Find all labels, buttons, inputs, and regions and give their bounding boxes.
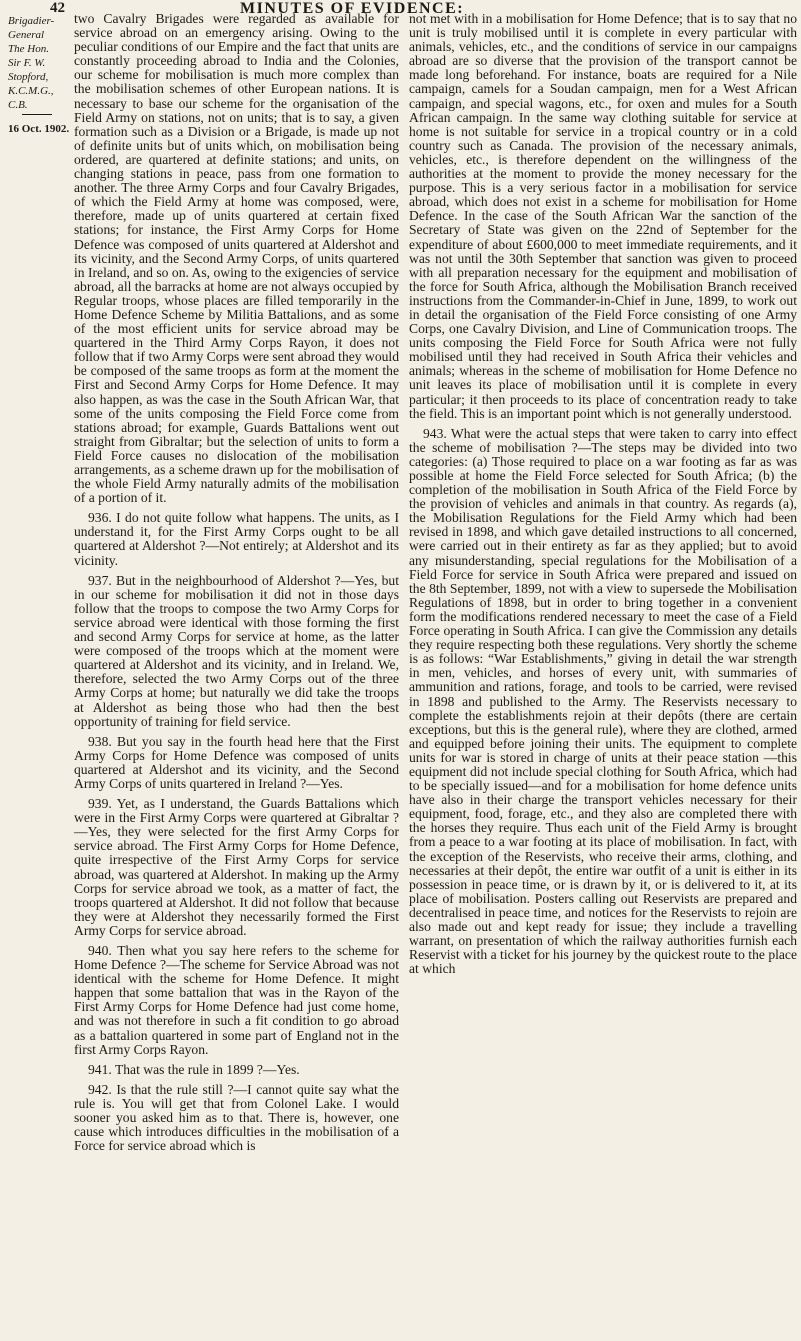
- page-number: 42: [50, 0, 65, 16]
- right-column: [409, 12, 797, 982]
- witness-name-line-4: Sir F. W.: [8, 57, 46, 69]
- paragraph: 943. What were the actual steps that were taken to carry into effect the scheme of mobilisation ?—The steps may be divided into two categories: (a) Those required to place on a war footing as far as was possible at home the Field Force selected for South Africa; (b) the completion of the mobilisation in South Africa of the Field Force by the provision of vehicles and animals in that country. As regards (a), the Mobilisation Regulations for the Field Army which had been revised in 1898, and which gave detailed instructions to all concerned, were carried out in their entirety as far as they applied; but to avoid any misunderstanding, special regulations for the Mobilisation of a Field Force for service in South Africa were prepared and issued on the 8th September, 1899, not with a view to supersede the Mobilisation Regulations of 1898, but in order to bring together in a convenient form the modifications rendered necessary to meet the case of a Field Force operating in South Africa. I can give the Commission any details they require respecting both these regulations. Very shortly the scheme is as follows: “War Establishments,” giving in detail the war strength in men, vehicles, and horses of every unit, with summaries of ammunition and rations, forage, and tools to be carried, were revised in 1898 and published to the Army. The Reservists necessary to complete the establishments rejoin at their depôts (there are certain exceptions, but this is the general rule), where they are clothed, armed and equipped before joining their units. The equipment to complete units for war is stored in charge of units at their peace station —this equipment did not include special clothing for South Africa, which had to be specially issued—and for a mobilisation for home defence units have also in their charge the transport vehicles necessary for their equipment, food, forage, etc., and they also are completed there with the horses they require. Thus each unit of the Field Army is brought from a peace to a war footing at its place of mobilisation. In fact, with the exception of the Reservists, who receive their arms, clothing, and necessaries at their depôt, the entire war outfit of a unit is either in its possession in peace time, or is drawn by it, or is delivered to it, at its place of mobilisation. Posters calling out Reservists are prepared and decentralised in peace time, and notices for the Reservists to rejoin are also made out and kept ready for issue; they include a travelling warrant, on presentation of which the railway authorities furnish each Reservist with a ticket for his journey by the quickest route to the place at which: [409, 425, 797, 977]
- witness-name-line-2: General: [8, 29, 45, 41]
- witness-name-line-1: Brigadier-: [8, 15, 55, 27]
- paragraph: not met with in a mobilisation for Home Defence; that is to say that no unit is truly mobilised until it is complete in every particular with animals, vehicles, etc., and the conditions of service in our campaigns abroad are so diverse that the provision of the transport cannot be made long beforehand. For instance, boats are required for a Nile campaign, camels for a Soudan campaign, men for a West African campaign, and special wagons, etc., for oxen and mules for a South African campaign. In the same way clothing suitable for service at home is not suitable for service in a tropical country or in a cold country such as Canada. The provision of the necessary animals, vehicles, etc., is therefore dependent on the willingness of the authorities at the moment to provide the money necessary for the purpose. This is a very serious factor in a mobilisation for service abroad, which does not exist in a scheme for mobilisation for Home Defence. In the case of the South African War the sanction of the Secretary of State was given on the 22nd of September for the expenditure of about £600,000 to meet immediate requirements, and it was not until the 30th September that sanction was given to proceed with all preparation necessary for the equipment and mobilisation of the force for South Africa, although the Mobilisation Branch received instructions from the Commander-in-Chief in June, 1899, to work out in detail the organisation of the Field Force consisting of one Army Corps, one Cavalry Division, and Line of Communication troops. The units composing the Field Force for South Africa were not fully mobilised until they had received in South Africa their vehicles and animals; whereas in the scheme of mobilisation for Home Defence no unit leaves its place of mobilisation until it is complete in every particular; it then proceeds to its place of concentration ready to take the field. This is an important point which is not generally understood.: [409, 11, 797, 421]
- witness-name-line-5: Stopford,: [8, 71, 49, 83]
- paragraph: 938. But you say in the fourth head here that the First Army Corps for Home Defence was composed of units quartered at Aldershot and its vicinity, and the Second Army Corps of units quartered in Ireland ?—Yes.: [74, 733, 399, 791]
- margin-rule: [22, 114, 52, 115]
- paragraph: 940. Then what you say here refers to the scheme for Home Defence ?—The scheme for Service Abroad was not identical with the scheme for Home Defence. It might happen that some battalion that was in the Rayon of the First Army Corps for Home Defence had just come home, and was not therefore in such a fit condition to go abroad as a battalion quartered in some part of England not in the first Army Corps Rayon.: [74, 943, 399, 1057]
- paragraph: 939. Yet, as I understand, the Guards Battalions which were in the First Army Corps were quartered at Gibraltar ?—Yes, they were selected for the first Army Corps for service abroad. The First Army Corps for Home Defence, quite irrespective of the First Army Corps for service abroad, was quartered at Aldershot. In making up the Army Corps for service abroad we took, as a matter of fact, the troops quartered at Aldershot. It did not follow that because they were at Aldershot they necessarily formed the First Army Corps for service abroad.: [74, 796, 399, 938]
- paragraph: 941. That was the rule in 1899 ?—Yes.: [88, 1061, 300, 1077]
- paragraph: 942. Is that the rule still ?—I cannot quite say what the rule is. You will get that from Colonel Lake. I would sooner you asked him as to that. There is, however, one cause which introduces difficulties in the mobilisation of a Force for service abroad which is: [74, 1081, 399, 1154]
- left-column: [74, 12, 399, 1159]
- paragraph: 937. But in the neighbourhood of Aldershot ?—Yes, but in our scheme for mobilisation it did not in those days follow that the troops to compose the two Army Corps for service abroad were identical with those forming the first and second Army Corps for service at home, as the latter were composed of the troops which at the moment were quartered at Aldershot and its vicinity, and in Ireland. We, therefore, selected the two Army Corps out of the three Army Corps at home; but naturally we did take the troops at Aldershot as being those who had then the best opportunity of training for field service.: [74, 572, 399, 729]
- paragraph: two Cavalry Brigades were regarded as available for service abroad on an emergency arising. Owing to the peculiar conditions of our Empire and the fact that units are constantly proceeding abroad to India and the Colonies, our scheme for mobilisation is much more complex than the mobilisation schemes of other European nations. It is necessary to base our scheme for the organisation of the Field Army on stations, not on units; that is to say, a given formation such as a Division or a Brigade, is made up not of definite units but of units which, on mobilisation being ordered, are quartered at definite stations; and units, on changing stations in peace, pass from one formation to another. The three Army Corps and four Cavalry Brigades, of which the Field Army at home was composed, were, therefore, made up of units quartered at certain fixed stations; for instance, the First Army Corps for Home Defence was composed of units quartered at Aldershot and its vicinity, and the Second Army Corps, of units quartered in Ireland, and so on. As, owing to the exigencies of service abroad, all the barracks at home are not always occupied by Regular troops, whose places are filled temporarily in the Home Defence Scheme by Militia Battalions, and as some of the most efficient units for service abroad may be quartered in the Third Army Corps Rayon, it does not follow that if two Army Corps were sent abroad they would be composed of the same troops as form at the moment the First and Second Army Corps for Home Defence. It may also happen, as was the case in the South African War, that some of the units composing the Field Force come from stations abroad; for example, Guards Battalions went out straight from Gibraltar; but the selection of units to form a Field Force causes no dislocation of the mobilisation arrangements, as a scheme drawn up for the mobilisation of the whole Field Army naturally admits of the mobilisation of a portion of it.: [74, 11, 399, 506]
- margin-note: [8, 14, 70, 136]
- witness-name-line-3: The Hon.: [8, 43, 49, 55]
- running-title: MINUTES OF EVIDENCE:: [240, 0, 465, 17]
- witness-name-line-6: K.C.M.G., C.B.: [8, 85, 54, 111]
- paragraph: 936. I do not quite follow what happens. The units, as I understand it, for the First Army Corps ought to be all quartered at Aldershot ?—Not entirely; at Aldershot and its vicinity.: [74, 510, 399, 568]
- evidence-date: 16 Oct. 1902.: [8, 123, 70, 135]
